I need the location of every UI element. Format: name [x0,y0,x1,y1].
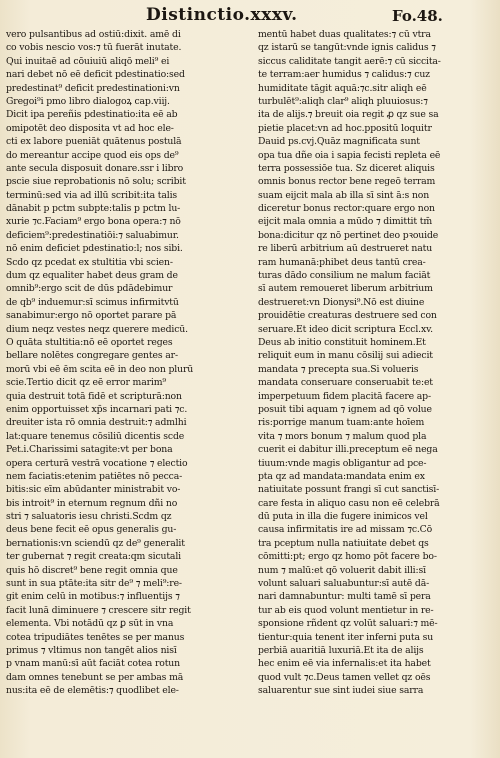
text-line: nari debet nō eē deficit pdestinatio:sed [6,69,185,81]
left-text-column [6,28,239,698]
text-line: dreuiter ista rō omnia destruit:⁊ admlhi [6,417,187,429]
text-line: stri ⁊ saluatoris iesu christi.Scdm qz [6,511,172,523]
text-line: causa infirmitatis ire ad missam ⁊c.Cō [258,524,433,536]
text-line: bona:dicitur qz nō pertinet deo pꝛouide [258,229,439,241]
text-line: terminū:sed via ad illū scribit:ita talis [6,189,178,201]
text-line: num ⁊ malū:et qō voluerit dabit illi:sī [258,564,426,576]
text-line: te terram:aer humidus ⁊ calidus:⁊ cuz [258,69,430,81]
text-line: primus ⁊ vltimus non tangēt alios nisī [6,644,177,656]
text-line: facit lunā diminuere ⁊ crescere sitr regit [6,604,191,616]
text-line: eijcit mala omnia a mūdo ⁊ dimittit tm̄ [258,216,433,228]
text-line: mandata conseruare conseruabit te:et [258,377,433,389]
text-line: deus bene fecit eē opus generalis gu- [6,524,177,536]
text-line: qz istarū se tangūt:vnde ignis calidus ⁊ [258,42,436,54]
text-line: co vobis nescio vos:⁊ tū fuerāt inutate. [6,42,182,54]
text-line: re liberū arbitrium aū destrueret natu [258,243,433,255]
text-line: cōmitti:pt; ergo qz homo pōt facere bo- [258,551,437,563]
text-line: diceretur bonus rector:quare ergo non [258,203,435,215]
text-line: tientur:quia tenent iter inferni puta su [258,631,434,643]
running-head: Distinctio.xxxv. [146,5,298,25]
text-line: deficiem⁹:predestinatiōi:⁊ saluabimur. [6,229,179,241]
text-line: hec enim eē via infernalis:et ita habet [258,658,431,670]
text-line: perbiā auaritiā luxuriā.Et ita de alijs [258,644,424,656]
text-line: ram humanā:phibet deus tantū crea- [258,256,426,268]
text-line: mandata ⁊ precepta sua.Si volueris [258,363,419,375]
text-line: omnib⁹:ergo scit de dūs pdādebimur [6,283,173,295]
folio-number: Fo.48. [392,7,443,25]
text-line: morū vbi eē ēm scita eē in deo non plurū [6,363,194,375]
text-line: ita de alijs.⁊ breuit oia regit ꝓ qz sue sa [258,109,439,121]
text-line: do mereantur accipe quod eis ops de⁹ [6,149,179,161]
text-line: Gregoi⁹i pmo libro dialogoꝝ cap.viij. [6,95,170,107]
text-line: dam omnes tenebunt se per ambas mā [6,671,184,683]
text-line: pscie siue reprobationis nō solu; scribit [6,176,186,188]
text-line: siccus caliditate tangit aerē:⁊ cū siccita- [258,55,441,67]
text-line: quod vult ⁊c.Deus tamen vellet qz oēs [258,671,431,683]
text-line: dū puta in illa die fugere inimicos vel [258,511,428,523]
text-line: bitis:sic eīm abūdanter ministrabit vo- [6,484,181,496]
text-line: quia destruit totā fidē et scripturā:non [6,390,182,402]
text-line: Qui inuitaē ad cōuiuiū aliqō meli⁹ ei [6,55,170,67]
text-line: quis hō discret⁹ bene regit omnia que [6,564,178,576]
text-line: opa tua dñe oia i sapia fecisti repleta eē [258,149,441,161]
text-line: dānabit p pctm subpte:talis p pctm lu- [6,203,181,215]
text-line: xurie ⁊c.Faciam⁹ ergo bona opera:⁊ nō [6,216,181,228]
text-line: enim opportuisset xp̄s incarnari pati ⁊c. [6,403,188,415]
bottom-margin [0,686,500,758]
text-line: bellare nolētes congregare gentes ar- [6,350,178,362]
text-line: Dauid ps.cvj.Quāz magnificata sunt [258,136,420,148]
text-line: sponsione rñdent qz volūt saluari:⁊ mē- [258,618,438,630]
text-line: vero pulsantibus ad ostiū:dixit. amē di [6,29,181,40]
text-line: scie.Tertio dicit qz eē error marim⁹ [6,377,166,389]
text-line: tra pceptum nulla natiuitate debet qs [258,537,429,549]
text-line: care festa in aliquo casu non eē celebrā [258,497,440,509]
text-line: elementa. Vbi notādū qz ꝑ sūt in vna [6,618,174,630]
text-line: nari damnabuntur: multi tamē sī pera [258,591,431,603]
text-line: tiuum:vnde magis obligantur ad pce- [258,457,427,469]
text-line: Scdo qz pcedat ex stultitia vbi scien- [6,256,173,268]
right-text-column [258,28,496,698]
text-line: bis introit⁹ in eternum regnum dñi no [6,497,178,509]
text-line: posuit tibi aquam ⁊ ignem ad qō volue [258,403,432,415]
text-line: pietie placet:vn ad hoc.ppositū loquitr [258,122,432,134]
text-line: sanabimur:ergo nō oportet parare pā [6,310,177,322]
text-line: saluarentur sue sint iudei siue sarra [258,685,424,697]
text-line: turas dādo consilium ne malum faciāt [258,270,431,282]
text-line: omnis bonus rector bene regeō terram [258,176,436,188]
text-line: ris:porrige manum tuam:ante hoīem [258,417,425,429]
text-line: de qb⁹ induemur:sī scimus infirmitvtū [6,296,179,308]
text-line: vita ⁊ mors bonum ⁊ malum quod pla [258,430,427,442]
text-line: mentū habet duas qualitates:⁊ cū vtra [258,29,431,40]
text-line: O quāta stultitia:nō eē oportet reges [6,336,173,348]
page-header [0,4,500,26]
text-line: Pet.i.Charissimi satagite:vt per bona [6,444,173,456]
text-line: volunt saluari saluabuntur:sī autē dā- [258,578,430,590]
text-line: humiditate tāgit aquā:⁊c.sitr aliqh eē [258,82,427,94]
text-line: imperpetuum fidem placitā facere ap- [258,390,431,402]
text-line: seruare.Et ideo dicit scriptura Eccl.xv. [258,323,433,335]
text-line: ter gubernat ⁊ regit creata:qm sicutali [6,551,181,563]
text-line: prouidētie creaturas destruere sed con [258,310,437,322]
text-line: pta qz ad mandata:mandata enim ex [258,470,425,482]
text-line: reliquit eum in manu cōsilij sui adiecit [258,350,433,362]
text-line: turbulēt⁹:aliqh clar⁹ aliqh pluuiosus:⁊ [258,95,428,107]
text-line: predestinat⁹ deficit predestinationi:vn [6,82,180,94]
text-line: ante secula disposuit donare.ssr i libro [6,162,184,174]
text-line: opera certurā vestrā vocatione ⁊ electio [6,457,188,469]
text-line: lat:quare tenemus cōsiliū dicentis scde [6,430,185,442]
text-line: p vnam manū:sī aūt faciāt cotea rotun [6,658,180,670]
text-line: dium neqz vestes neqz querere medicū. [6,323,188,335]
text-line: bernationis:vn sciendū qz de⁹ generalit [6,537,185,549]
text-line: cuerit ei dabitur illi.preceptum eē nega [258,444,438,456]
text-line: dum qz equaliter habet deus gram de [6,270,178,282]
text-line: nem faciatis:etenim patiētes nō pecca- [6,470,183,482]
text-line: omipotēt deo disposita vt ad hoc ele- [6,122,174,134]
text-line: sī autem remoueret liberum arbitrium [258,283,433,295]
text-line: natiuitate possunt frangi sī cut sanctisī- [258,484,440,496]
text-line: nō enim deficiet pdestinatio:l; nos sibi. [6,243,183,255]
text-line: destrueret:vn Dionysi⁹.Nō est diuine [258,296,425,308]
text-line: tur ab eis quod volunt mentietur in re- [258,604,434,616]
text-line: cotea tripudiātes tenētes se per manus [6,631,185,643]
text-line: suam eijcit mala ab illa sī sint ā:s non [258,189,430,201]
text-line: git enim celū in motibus:⁊ influentijs ⁊ [6,591,180,603]
text-line: Dicit ipa pereñis pdestinatio:ita eē ab [6,109,178,121]
text-line: terra possessiōe tua. Sz diceret aliquis [258,162,435,174]
text-line: Deus ab initio constituit hominem.Et [258,336,426,348]
text-line: sunt in sua ptāte:ita sitr de⁹ ⁊ meli⁹:re- [6,578,182,590]
text-line: cti ex labore pueniāt quātenus postulā [6,136,182,148]
text-line: nus:ita eē de elemētis:⁊ quodlibet ele- [6,685,179,697]
